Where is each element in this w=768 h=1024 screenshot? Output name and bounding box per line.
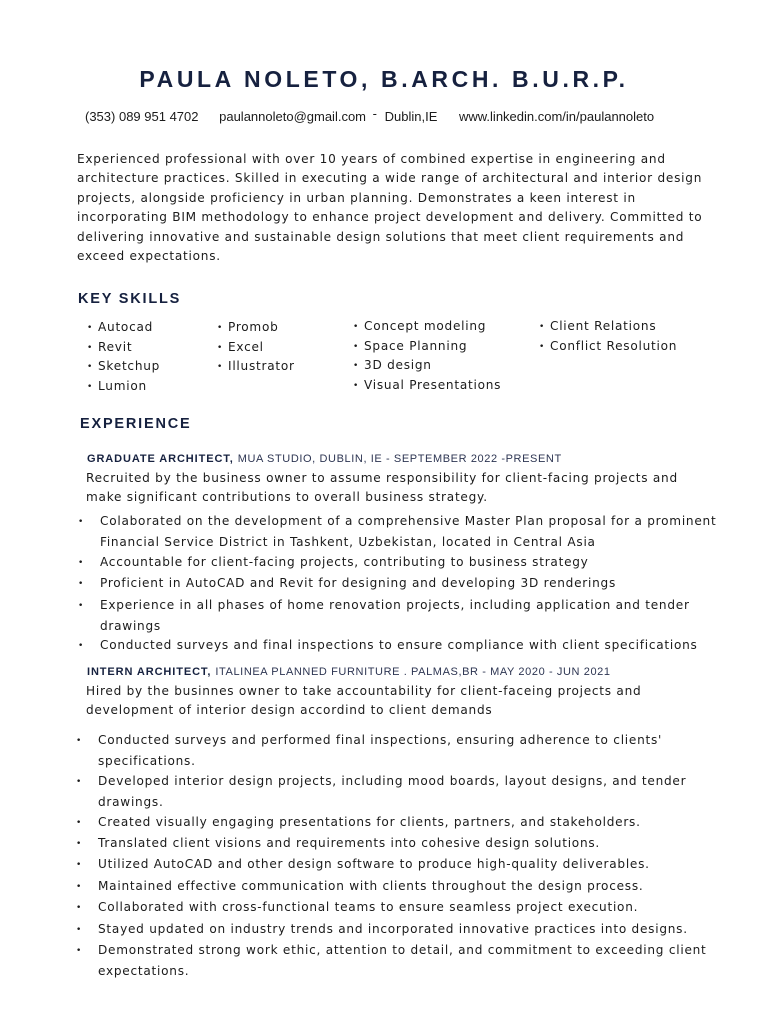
list-item: • Conducted surveys and performed final inspections, ensuring adherence to clients' specifications. <box>87 731 712 772</box>
experience-heading: EXPERIENCE <box>80 416 192 432</box>
skill-item: • Illustrator <box>217 357 295 377</box>
skill-item: • Excel <box>217 338 295 358</box>
skill-item: • Promob <box>217 318 295 338</box>
list-item: • Collaborated with cross-functional teams to ensure seamless project execution. <box>87 898 712 919</box>
job-meta: ITALINEA PLANNED FURNITURE . PALMAS,BR - MAY 2020 - JUN 2021 <box>215 666 611 678</box>
skills-column-3 <box>353 317 501 395</box>
list-item: • Demonstrated strong work ethic, attention to detail, and commitment to exceeding client expectations. <box>87 941 712 982</box>
linkedin-link[interactable]: www.linkedin.com/in/paulannoleto <box>458 109 655 124</box>
job-title-line <box>87 666 611 678</box>
list-item: • Proficient in AutoCAD and Revit for designing and developing 3D renderings <box>89 574 719 595</box>
job-meta: MUA STUDIO, DUBLIN, IE - SEPTEMBER 2022 -PRESENT <box>237 453 562 465</box>
phone-number: (353) 089 951 4702 <box>85 109 199 124</box>
list-item: • Translated client visions and requirements into cohesive design solutions. <box>87 834 712 855</box>
candidate-name: PAULA NOLETO, B.ARCH. B.U.R.P. <box>139 66 629 92</box>
skill-item: • Sketchup <box>87 357 160 377</box>
job-description: Recruited by the business owner to assume responsibility for client-facing projects and make significant contributions to overall business strategy. <box>86 471 678 505</box>
list-item: • Developed interior design projects, including mood boards, layout designs, and tender drawings. <box>87 772 712 813</box>
job-description: Hired by the businnes owner to take accountability for client-faceing projects and development of interior design accordind to client demands <box>86 684 642 718</box>
skill-item: • 3D design <box>353 356 501 376</box>
list-item: • Colaborated on the development of a comprehensive Master Plan proposal for a prominent Financial Service District in Tashkent, Uzbekistan, located in Central Asia <box>89 512 719 553</box>
skill-item: • Revit <box>87 338 160 358</box>
skill-item: • Space Planning <box>353 337 501 357</box>
location: Dublin,IE <box>384 109 438 124</box>
job-responsibilities <box>87 731 712 982</box>
skill-item: • Concept modeling <box>353 317 501 337</box>
job-responsibilities <box>89 512 719 658</box>
list-item: • Accountable for client-facing projects, contributing to business strategy <box>89 553 719 574</box>
contact-separator: - <box>372 106 377 121</box>
email-address[interactable]: paulannoleto@gmail.com <box>219 109 367 124</box>
professional-summary: Experienced professional with over 10 years of combined expertise in engineering and architecture practices. Skilled in executing a wide range of architectural and interior design projects, alongside proficiency in urban planning. Demonstrates a keen interest in incorporating BIM methodology to enhance project development and delivery. Committed to delivering innovative and sustainable design solutions that meet client requirements and exceed expectations. <box>77 152 703 264</box>
list-item: • Utilized AutoCAD and other design software to produce high-quality deliverables. <box>87 855 712 876</box>
skills-column-2 <box>217 318 295 377</box>
job-title: INTERN ARCHITECT, <box>87 666 212 678</box>
key-skills-heading: KEY SKILLS <box>78 291 182 307</box>
contact-line <box>85 106 725 124</box>
skill-item: • Client Relations <box>539 317 677 337</box>
skill-item: • Lumion <box>87 377 160 397</box>
skill-item: • Autocad <box>87 318 160 338</box>
skills-column-4 <box>539 317 677 356</box>
list-item: • Created visually engaging presentations for clients, partners, and stakeholders. <box>87 813 712 834</box>
job-title: GRADUATE ARCHITECT, <box>87 453 234 465</box>
list-item: • Stayed updated on industry trends and incorporated innovative practices into designs. <box>87 920 712 941</box>
skill-item: • Visual Presentations <box>353 376 501 396</box>
job-title-line <box>87 453 562 465</box>
skill-item: • Conflict Resolution <box>539 337 677 357</box>
skills-column-1 <box>87 318 160 396</box>
list-item: • Experience in all phases of home renovation projects, including application and tender drawings <box>89 596 719 637</box>
list-item: • Maintained effective communication with clients throughout the design process. <box>87 877 712 898</box>
list-item: • Conducted surveys and final inspections to ensure compliance with client specifications <box>89 636 719 657</box>
